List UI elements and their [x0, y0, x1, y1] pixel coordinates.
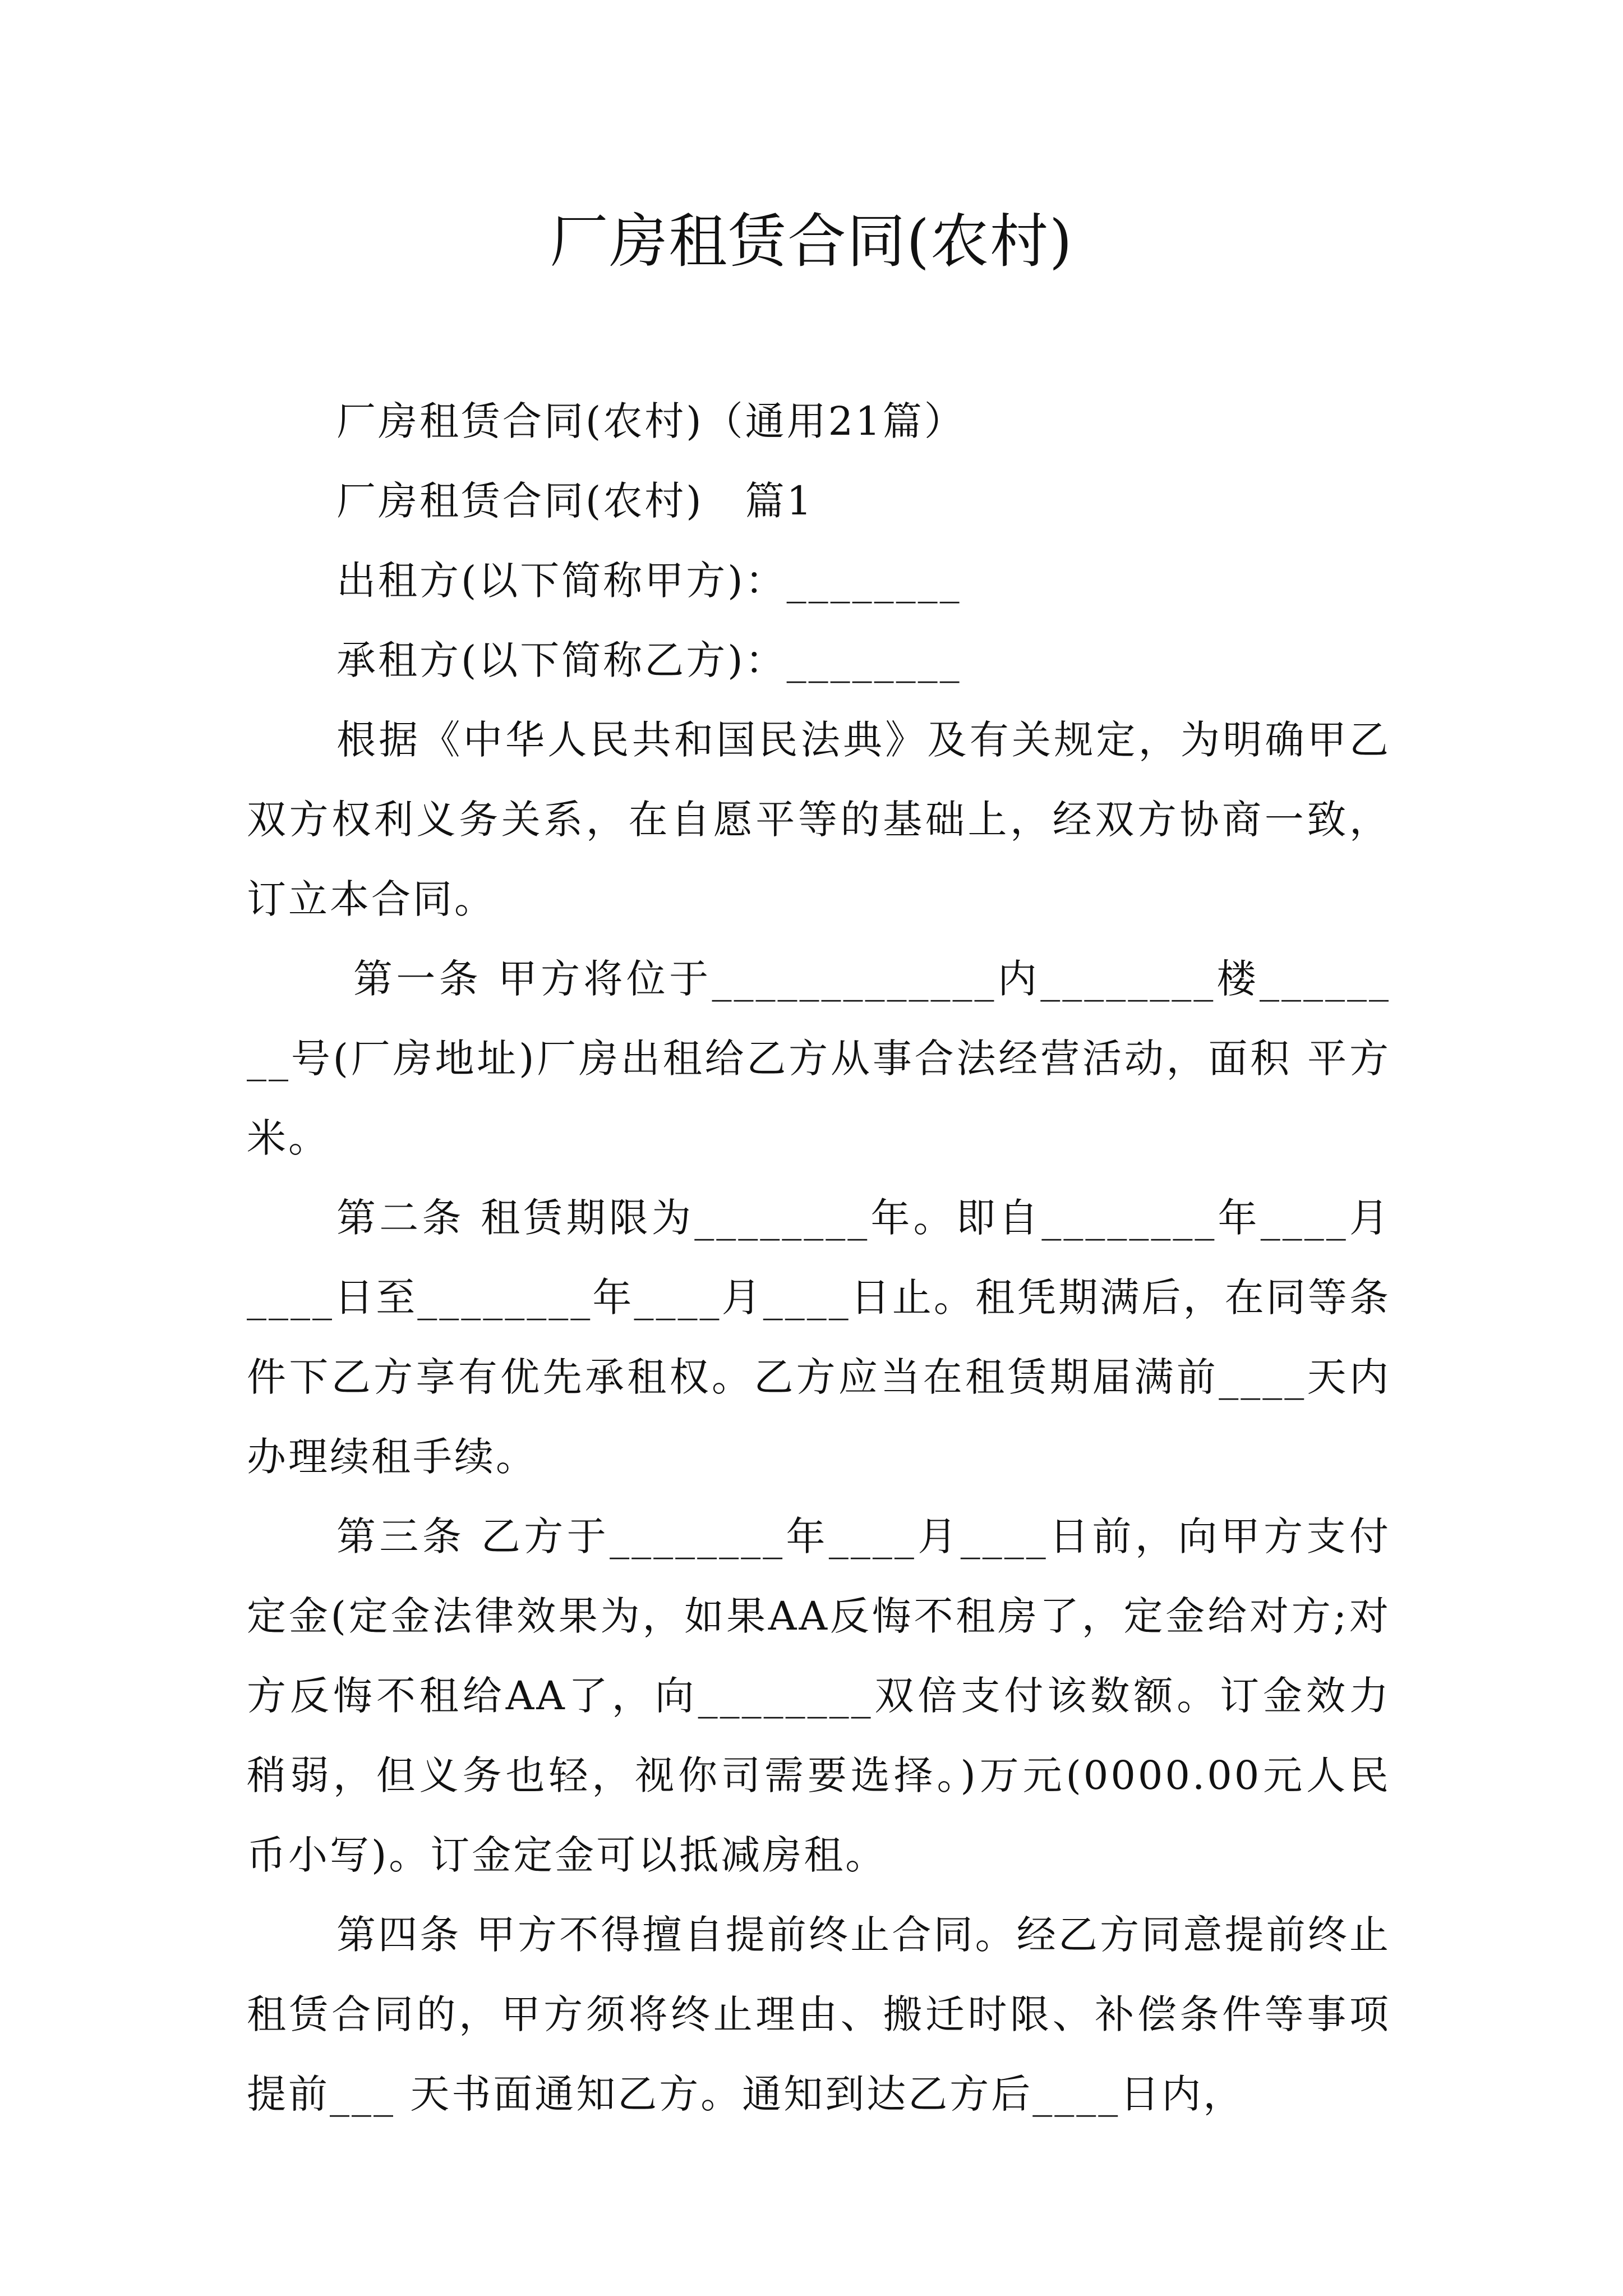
paragraph-collection-title: 厂房租赁合同(农村)（通用21篇） — [336, 398, 966, 444]
paragraph-clause-4: 第四条 甲方不得擅自提前终止合同。经乙方同意提前终止租赁合同的，甲方须将终止理由、搬迁时限、补偿条件等事项提前___ 天书面通知乙方。通知到达乙方后____日内， — [247, 1912, 1391, 2117]
document-body — [247, 381, 1391, 2134]
paragraph-clause-3: 第三条 乙方于________年____月____日前，向甲方支付定金(定金法律效果为，如果AA反悔不租房了，定金给对方;对方反悔不租给AA了，向________双倍支付该数额。订金效力稍弱，但义务也轻，视你司需要选择。)万元(0000.00元人民币小写)。订金定金可以抵减房租。 — [247, 1513, 1391, 1878]
paragraph-article-heading: 厂房租赁合同(农村) 篇1 — [336, 478, 814, 524]
paragraph-clause-2: 第二条 租赁期限为________年。即自________年____月____日至________年____月____日止。租凭期满后，在同等条件下乙方享有优先承租权。乙方应当在租赁期届满前____天内办理续租手续。 — [247, 1195, 1391, 1480]
document-title: 厂房租赁合同(农村) — [550, 207, 1073, 275]
paragraph-clause-1: 第一条 甲方将位于_____________内________楼________号(厂房地址)厂房出租给乙方从事合法经营活动，面积 平方米。 — [247, 956, 1391, 1161]
paragraph-lessee: 承租方(以下简称乙方)：________ — [336, 637, 962, 683]
paragraph-lessor: 出租方(以下简称甲方)：________ — [336, 558, 962, 604]
paragraph-preamble: 根据《中华人民共和国民法典》及有关规定，为明确甲乙双方权利义务关系，在自愿平等的基础上，经双方协商一致，订立本合同。 — [247, 717, 1391, 922]
